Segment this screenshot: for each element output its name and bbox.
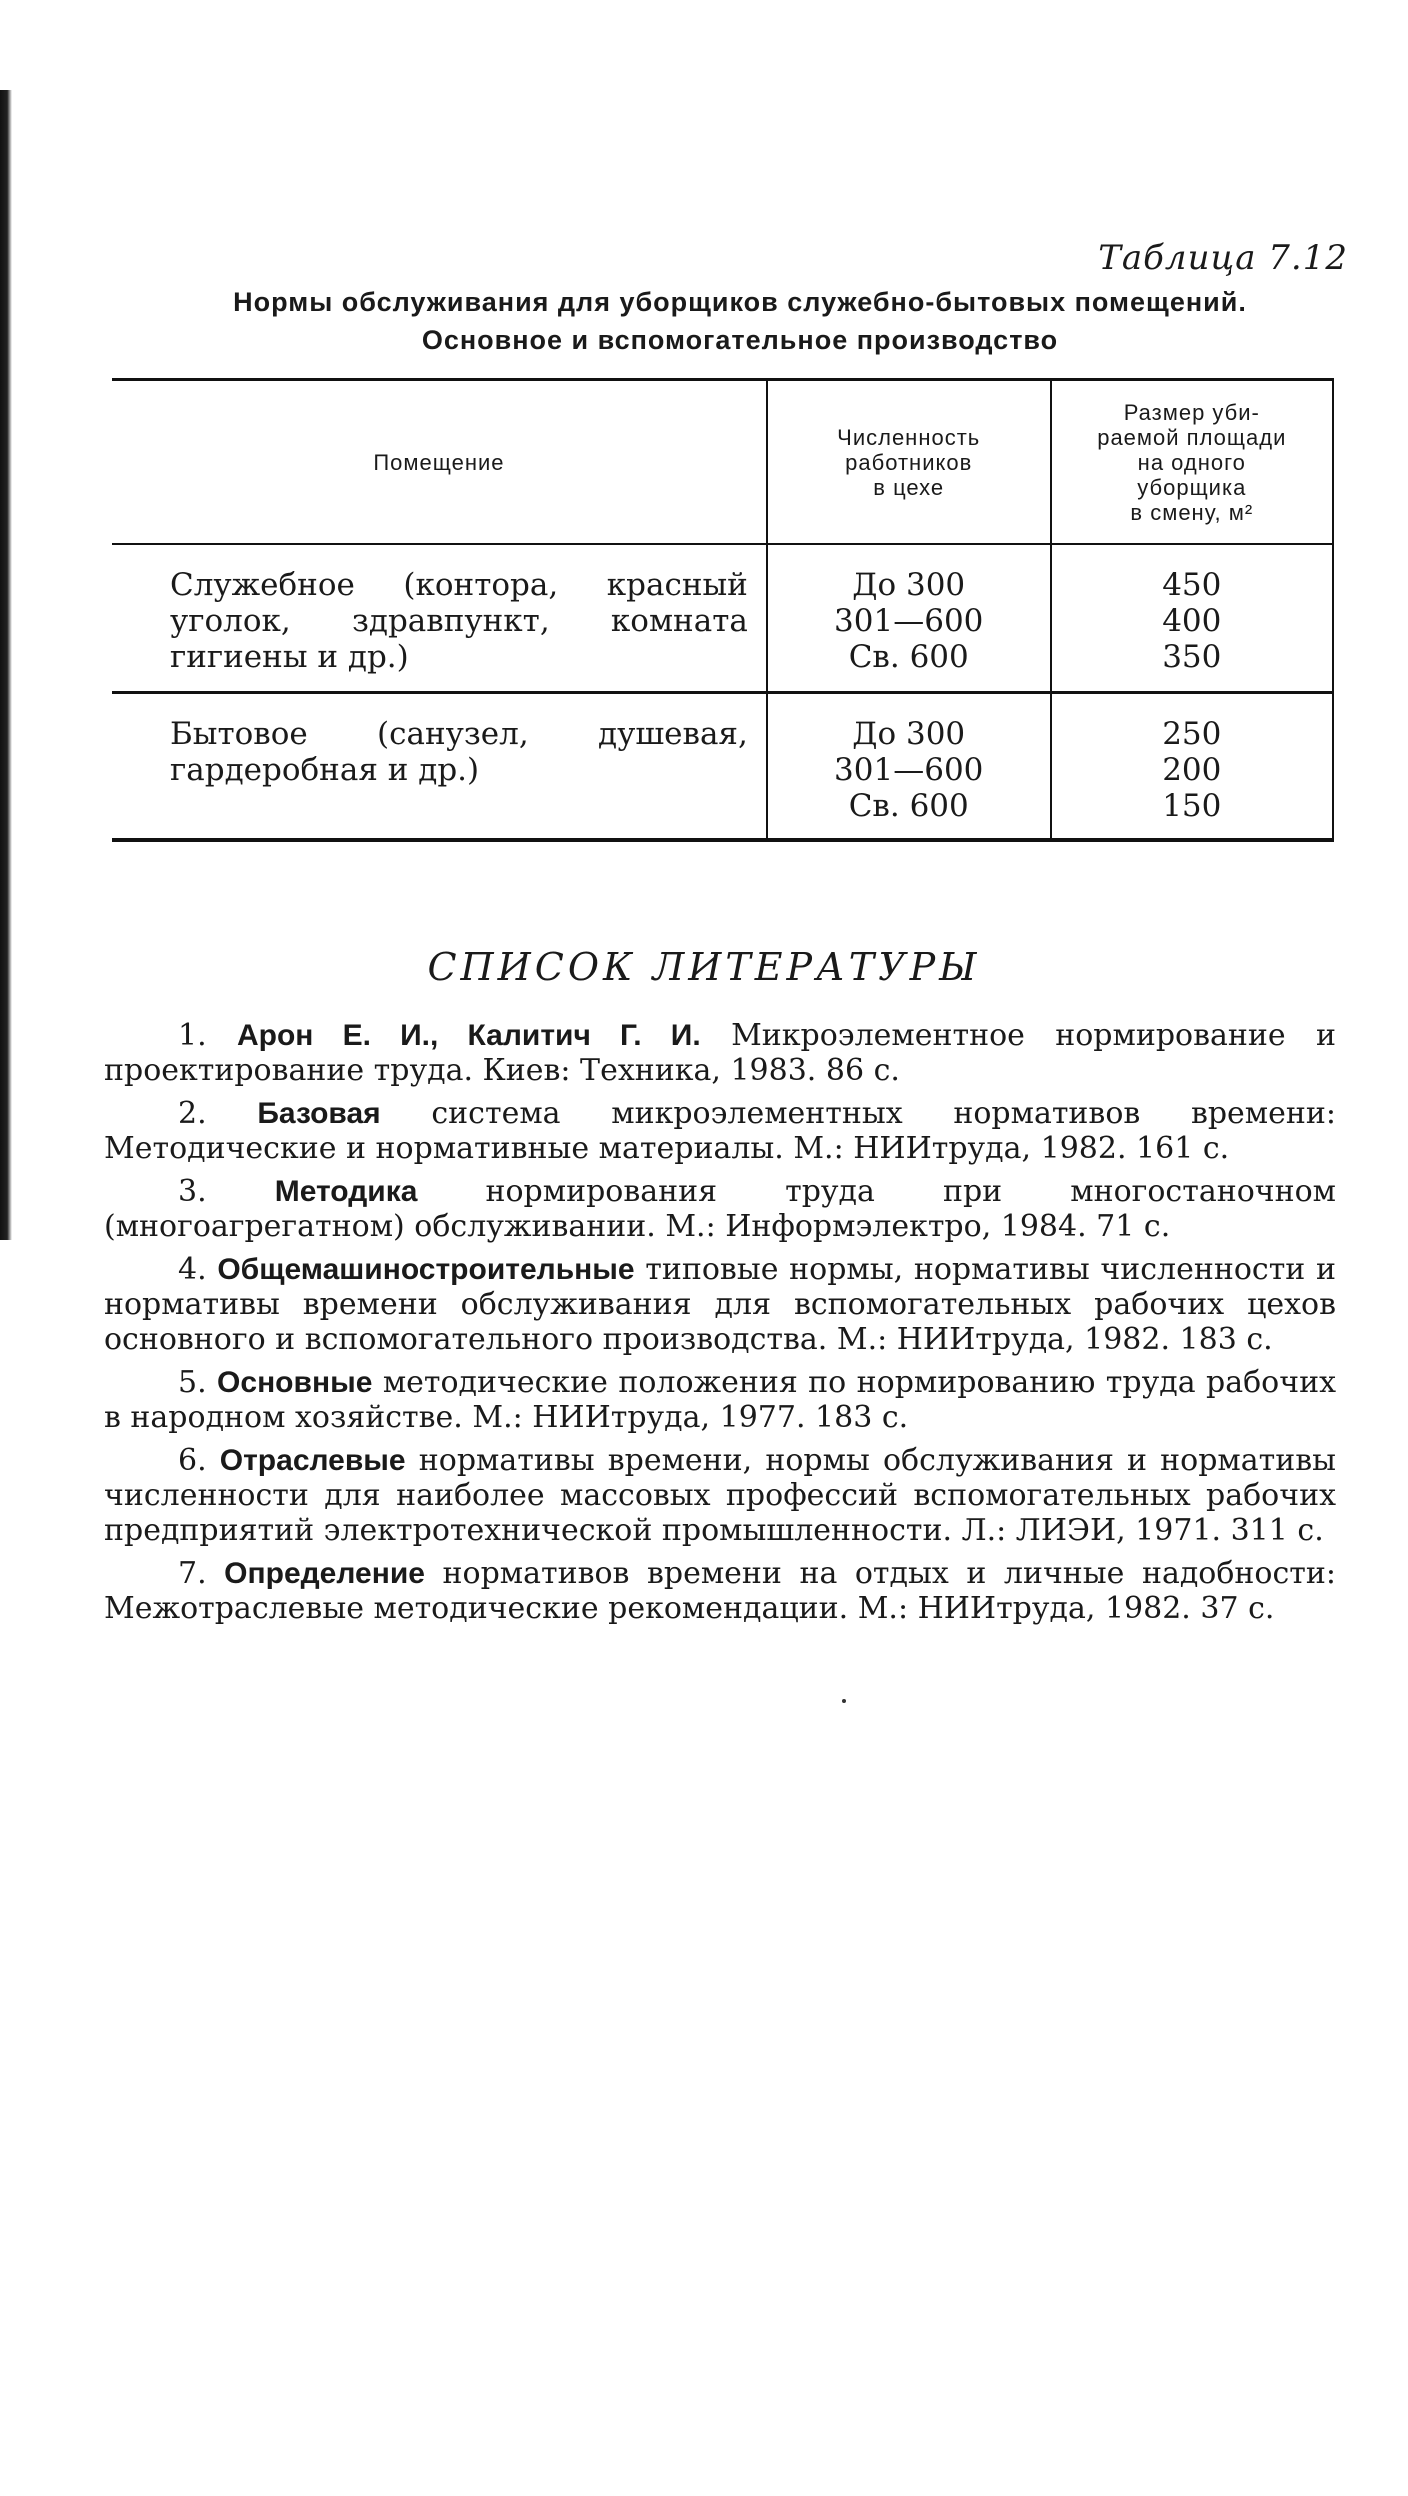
literature-heading: СПИСОК ЛИТЕРАТУРЫ	[427, 945, 981, 989]
row-area: 450 400 350	[1051, 544, 1333, 692]
list-item: 1. Арон Е. И., Калитич Г. И. Микроэлементное нормирование и проектирование труда. Киев: Техника, 1983. 86 с.	[104, 1018, 1336, 1088]
table-header-row	[112, 380, 1333, 545]
table-row	[112, 692, 1333, 840]
header-room: Помещение	[112, 380, 767, 545]
print-speck	[842, 1699, 846, 1703]
row-staff: До 300 301—600 Св. 600	[767, 692, 1051, 840]
reference-list	[104, 1018, 1336, 1634]
row-area: 250 200 150	[1051, 692, 1333, 840]
list-item: 3. Методика нормирования труда при многостаночном (многоагрегатном) обслуживании. М.: Информэлектро, 1984. 71 с.	[104, 1174, 1336, 1244]
table-number: Таблица 7.12	[1098, 238, 1348, 278]
list-item: 2. Базовая система микроэлементных нормативов времени: Методические и нормативные материалы. М.: НИИтруда, 1982. 161 с.	[104, 1096, 1336, 1166]
row-room: Служебное (контора, красный уголок, здравпункт, комната гигиены и др.)	[112, 544, 767, 692]
list-item: 5. Основные методические положения по нормированию труда рабочих в народном хозяйстве. М.: НИИтруда, 1977. 183 с.	[104, 1365, 1336, 1435]
table-row	[112, 544, 1333, 692]
list-item: 7. Определение нормативов времени на отдых и личные надобности: Межотраслевые методические рекомендации. М.: НИИтруда, 1982. 37 с.	[104, 1556, 1336, 1626]
table-title	[140, 283, 1340, 359]
header-area: Размер уби- раемой площади на одного уборщика в смену, м²	[1051, 380, 1333, 545]
scan-edge-shadow	[0, 90, 12, 1240]
row-staff: До 300 301—600 Св. 600	[767, 544, 1051, 692]
header-staff: Численность работников в цехе	[767, 380, 1051, 545]
list-item: 4. Общемашиностроительные типовые нормы, нормативы численности и нормативы времени обслуживания для вспомогательных рабочих цехов основного и вспомогательного производства. М.: НИИтруда, 1982. 183 с.	[104, 1252, 1337, 1357]
table-title-line-2: Основное и вспомогательное производство	[421, 325, 1059, 355]
list-item: 6. Отраслевые нормативы времени, нормы обслуживания и нормативы численности для наиболее массовых профессий вспомогательных рабочих предприятий электротехнической промышленности. Л.: ЛИЭИ, 1971. 311 с.	[104, 1443, 1336, 1548]
row-room: Бытовое (санузел, душевая, гардеробная и др.)	[112, 692, 767, 840]
table-title-line-1: Нормы обслуживания для уборщиков служебно-бытовых помещений.	[233, 287, 1247, 317]
norms-table	[112, 378, 1334, 842]
